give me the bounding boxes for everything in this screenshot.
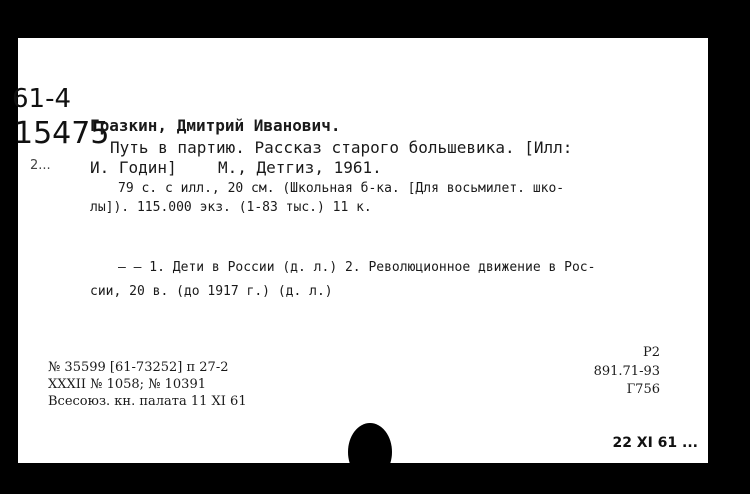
card-punch-hole (348, 423, 392, 481)
catalog-card (12, 38, 708, 463)
subjects-line-2: сии, 20 в. (до 1917 г.) (д. л.) (90, 284, 333, 299)
handwritten-number: 15475 (14, 116, 110, 151)
physical-description-1: 79 с. с илл., 20 см. (Школьная б-ка. [Для восьмилет. шко- (118, 181, 565, 196)
handwritten-small-mark: 2... (30, 158, 51, 173)
subjects-line-1: — — 1. Дети в России (д. л.) 2. Революционное движение в Рос- (118, 260, 596, 275)
physical-description-2: лы]). 115.000 экз. (1-83 тыс.) 11 к. (90, 200, 372, 215)
title-line-2 (90, 158, 382, 177)
registry-line-1: № 35599 [61-73252] п 27-2 (48, 360, 229, 375)
title-line-1: Путь в партию. Рассказ старого большевика. [Илл: (110, 138, 573, 157)
imprint: М., Детгиз, 1961. (217, 158, 382, 177)
classification-code-3: Г756 (626, 382, 660, 397)
illustrator: И. Годин] (90, 158, 177, 177)
classification-code-1: Р2 (642, 345, 660, 360)
registry-line-2: XXXII № 1058; № 10391 (48, 377, 206, 392)
classification-code-2: 891.71-93 (593, 364, 660, 379)
handwritten-top-code: 61-4 (12, 84, 72, 114)
handwritten-date-mark: 22 XI 61 ... (612, 435, 698, 451)
registry-line-3: Всесоюз. кн. палата 11 XI 61 (48, 394, 247, 409)
author-heading: Гразкин, Дмитрий Иванович. (90, 116, 341, 135)
